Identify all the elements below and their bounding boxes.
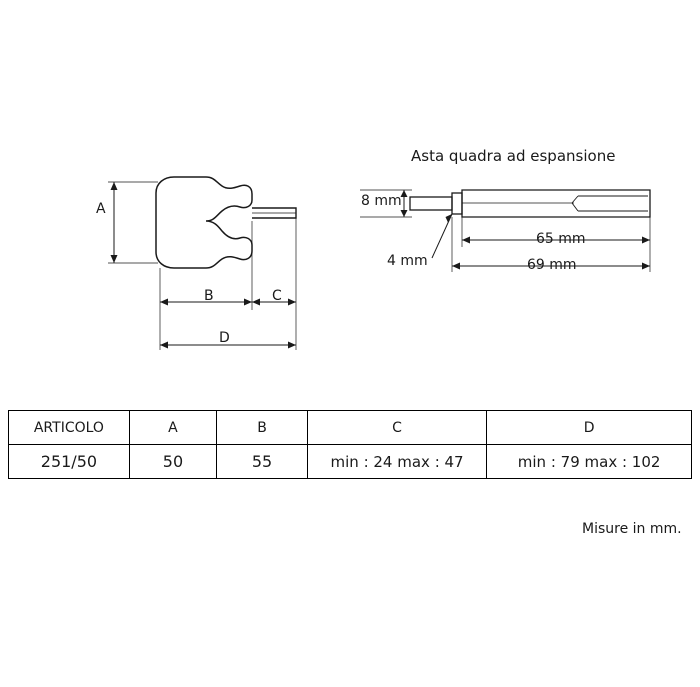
dimension-label-b: B bbox=[204, 288, 214, 304]
dim-a-arrow-bottom bbox=[111, 255, 118, 263]
header-d: D bbox=[487, 411, 692, 445]
cell-b: 55 bbox=[217, 445, 308, 479]
table-header-row bbox=[9, 411, 692, 445]
rod-collar bbox=[452, 193, 462, 214]
dim-b-arrow-right bbox=[244, 299, 252, 306]
dim-c-arrow-left bbox=[252, 299, 260, 306]
dim-a-arrow-top bbox=[111, 182, 118, 190]
rod-slot-taper-top bbox=[572, 196, 578, 203]
dim-d-arrow-right bbox=[288, 342, 296, 349]
cell-a: 50 bbox=[129, 445, 216, 479]
cell-d: min : 79 max : 102 bbox=[487, 445, 692, 479]
dimension-label-c: C bbox=[272, 288, 282, 304]
right-view-title: Asta quadra ad espansione bbox=[411, 147, 616, 165]
dimension-label-4mm: 4 mm bbox=[387, 253, 428, 269]
cell-articolo: 251/50 bbox=[9, 445, 130, 479]
dim-69mm-arrow-left bbox=[452, 263, 460, 270]
dimension-label-a: A bbox=[96, 201, 106, 217]
dim-c-arrow-right bbox=[288, 299, 296, 306]
dim-65mm-arrow-right bbox=[642, 237, 650, 244]
dim-4mm-leader bbox=[432, 214, 452, 258]
specification-table bbox=[8, 410, 692, 479]
header-b: B bbox=[217, 411, 308, 445]
dim-65mm-arrow-left bbox=[462, 237, 470, 244]
rod-slot-taper-bottom bbox=[572, 203, 578, 211]
dim-8mm-arrow-bottom bbox=[401, 210, 408, 217]
dim-d-arrow-left bbox=[160, 342, 168, 349]
dimension-label-69mm: 69 mm bbox=[527, 257, 577, 273]
rod-stub bbox=[410, 197, 452, 210]
cell-c: min : 24 max : 47 bbox=[307, 445, 486, 479]
units-note: Misure in mm. bbox=[582, 521, 682, 537]
dimension-label-65mm: 65 mm bbox=[536, 231, 586, 247]
knob-outline bbox=[156, 177, 252, 268]
dimension-label-8mm: 8 mm bbox=[361, 193, 402, 209]
header-c: C bbox=[307, 411, 486, 445]
dim-b-arrow-left bbox=[160, 299, 168, 306]
dimension-label-d: D bbox=[219, 330, 230, 346]
rod-body bbox=[462, 190, 650, 217]
table-row bbox=[9, 445, 692, 479]
dim-69mm-arrow-right bbox=[642, 263, 650, 270]
header-articolo: ARTICOLO bbox=[9, 411, 130, 445]
header-a: A bbox=[129, 411, 216, 445]
